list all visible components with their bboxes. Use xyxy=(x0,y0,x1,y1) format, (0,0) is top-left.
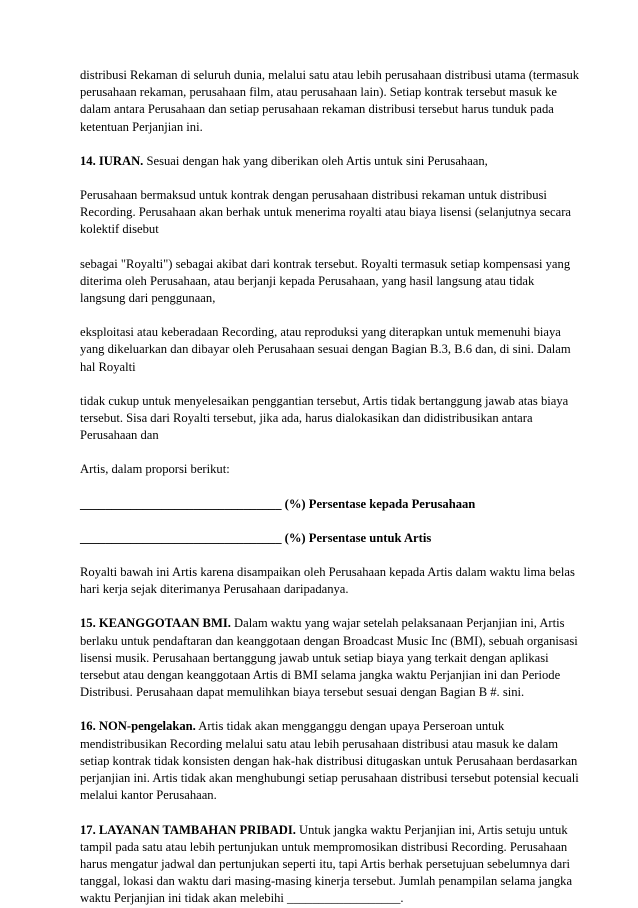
section-14-heading: 14. IURAN. xyxy=(80,153,144,168)
section-15-heading: 15. KEANGGOTAAN BMI. xyxy=(80,616,231,631)
paragraph-royalty-payment: Royalti bawah ini Artis karena disampaikan oleh Perusahaan kepada Artis dalam waktu lima belas hari kerja sejak diterimanya Perusahaan daripadanya. xyxy=(80,565,575,597)
section-14-fees xyxy=(80,153,580,170)
paragraph-royalty-intent: Perusahaan bermaksud untuk kontrak dengan perusahaan distribusi rekaman untuk distribusi Recording. Perusahaan akan berhak untuk menerima royalti atau biaya lisensi (selanjutnya secara kolektif disebut xyxy=(80,188,571,237)
paragraph-distribution: distribusi Rekaman di seluruh dunia, melalui satu atau lebih perusahaan distribusi utama (termasuk perusahaan rekaman, perusahaan film, atau perusahaan lain). Setiap kontrak tersebut masuk ke dalam antara Perusahaan dan setiap perusahaan rekaman distribusi tersebut harus tunduk pada ketentuan Perjanjian ini. xyxy=(80,68,580,134)
percentage-company-line: ________________________________ (%) Persentase kepada Perusahaan xyxy=(80,496,476,511)
section-17-heading: 17. LAYANAN TAMBAHAN PRIBADI. xyxy=(80,822,296,837)
section-14-text: Sesuai dengan hak yang diberikan oleh Artis untuk sini Perusahaan, xyxy=(143,153,488,168)
section-17-additional-services xyxy=(80,822,580,908)
percentage-artist-line: ________________________________ (%) Persentase untuk Artis xyxy=(80,530,432,545)
section-16-text: Artis tidak akan mengganggu dengan upaya Perseroan untuk mendistribusikan Recording melalui satu atau lebih perusahaan distribusi atau masuk ke dalam setiap kontrak tidak konsisten dengan hak-hak distribusi ditugaskan untuk Perusahaan berdasarkan perjanjian ini. Artis tidak akan menghubungi setiap perusahaan distribusi tersebut potensial kecuali melalui kantor Perusahaan. xyxy=(80,719,579,803)
section-15-text: Dalam waktu yang wajar setelah pelaksanaan Perjanjian ini, Artis berlaku untuk pendaftaran dan keanggotaan dengan Broadcast Music Inc (BMI), sebuah organisasi lisensi musik. Perusahaan bertanggung jawab untuk setiap biaya yang terkait dengan aplikasi tersebut atau dengan keanggotaan Artis di BMI selama jangka waktu Perjanjian ini dan Periode Distribusi. Perusahaan dapat memulihkan biaya tersebut sesuai dengan Bagian B #. sini. xyxy=(80,616,578,700)
paragraph-royalty-definition: sebagai "Royalti") sebagai akibat dari kontrak tersebut. Royalti termasuk setiap kompensasi yang diterima oleh Perusahaan, atau berjanji kepada Perusahaan, yang hasil langsung atau tidak langsung dari penggunaan, xyxy=(80,256,571,306)
paragraph-remainder: tidak cukup untuk menyelesaikan penggantian tersebut, Artis tidak bertanggung jawab atas biaya tersebut. Sisa dari Royalti tersebut, jika ada, harus dialokasikan dan didistribusikan antara Perusahaan dan xyxy=(80,393,569,443)
section-17-text: Untuk jangka waktu Perjanjian ini, Artis setuju untuk tampil pada satu atau lebih pertunjukan untuk mempromosikan distribusi Recording. Perusahaan harus mengatur jadwal dan pertunjukan seperti itu, tapi Artis berhak persetujuan sebelumnya dari tanggal, lokasi dan waktu dari masing-masing kinerja tersebut. Jumlah penampilan selama jangka waktu Perjanjian ini tidak akan melebihi __________________. xyxy=(80,822,573,906)
paragraph-proportion: Artis, dalam proporsi berikut: xyxy=(80,462,230,477)
section-16-heading: 16. NON-pengelakan. xyxy=(80,719,196,734)
paragraph-exploitation: eksploitasi atau keberadaan Recording, atau reproduksi yang diterapkan untuk memenuhi biaya yang dikeluarkan dan dibayar oleh Perusahaan sesuai dengan Bagian B.3, B.6 dan, di sini. Dalam hal Royalti xyxy=(80,325,571,374)
section-15-bmi xyxy=(80,615,580,701)
section-16-non-circumvention xyxy=(80,718,580,804)
